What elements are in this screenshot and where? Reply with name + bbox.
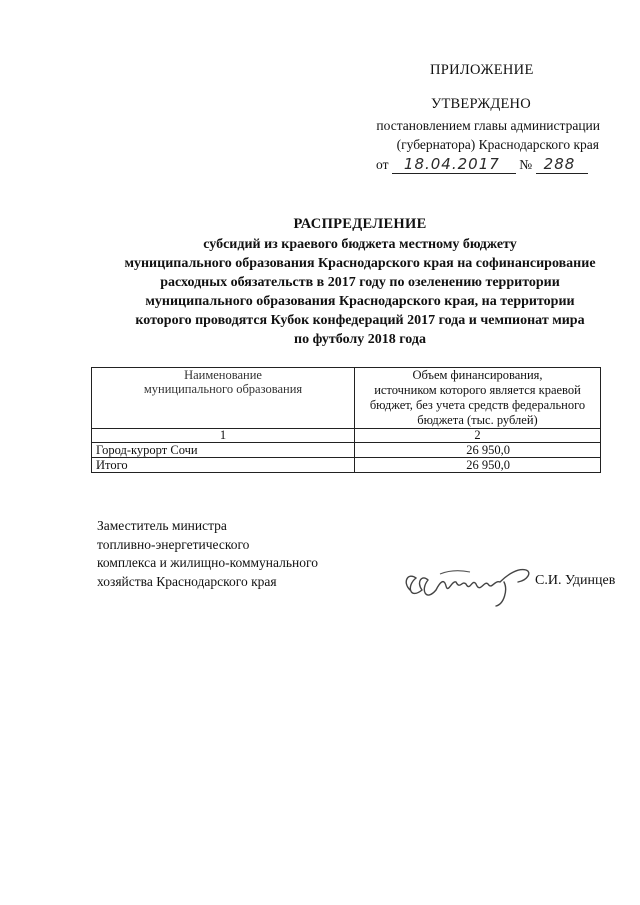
col2-header-line: бюджет, без учета средств федерального bbox=[369, 398, 586, 412]
document-title bbox=[80, 215, 640, 349]
position-line: хозяйства Краснодарского края bbox=[97, 573, 277, 589]
position-line: Заместитель министра bbox=[97, 518, 227, 533]
title-line: по футболу 2018 года bbox=[294, 332, 426, 347]
number-label: № bbox=[519, 157, 533, 172]
total-label: Итого bbox=[92, 458, 355, 473]
col2-header-line: источником которого является краевой bbox=[374, 383, 581, 397]
position-line: комплекса и жилищно-коммунального bbox=[97, 555, 318, 570]
approved-label: УТВЕРЖДЕНО bbox=[431, 96, 531, 112]
signatory-position bbox=[97, 517, 318, 591]
table-row bbox=[92, 458, 601, 473]
from-label: от bbox=[376, 157, 389, 172]
col1-header-line: Наименование bbox=[184, 368, 262, 382]
col1-header-line: муниципального образования bbox=[143, 382, 303, 396]
col2-header-line: бюджета (тыс. рублей) bbox=[417, 413, 538, 427]
total-value: 26 950,0 bbox=[355, 458, 601, 473]
column-number: 2 bbox=[355, 429, 601, 443]
decree-date: 18.04.2017 bbox=[392, 155, 516, 174]
approval-line-1: постановлением главы администрации bbox=[376, 118, 600, 133]
decree-reference bbox=[376, 155, 588, 174]
title-line: субсидий из краевого бюджета местному бюджету bbox=[203, 237, 517, 252]
municipality-name: Город-курорт Сочи bbox=[92, 443, 355, 458]
title-main: РАСПРЕДЕЛЕНИЕ bbox=[293, 216, 427, 232]
signer-name: С.И. Удинцев bbox=[535, 573, 616, 588]
approval-line-2: (губернатора) Краснодарского края bbox=[396, 137, 599, 152]
title-line: муниципального образования Краснодарского края, на территории bbox=[145, 294, 575, 309]
col2-header-line: Объем финансирования, bbox=[412, 368, 543, 382]
col1-header bbox=[92, 368, 355, 429]
title-line: муниципального образования Краснодарского края на софинансирование bbox=[124, 256, 596, 271]
table-row bbox=[92, 443, 601, 458]
title-line: которого проводятся Кубок конфедераций 2017 года и чемпионат мира bbox=[135, 313, 585, 328]
col2-header bbox=[355, 368, 601, 429]
subsidy-table bbox=[91, 367, 601, 473]
table-header-row bbox=[92, 368, 601, 429]
title-line: расходных обязательств в 2017 году по озеленению территории bbox=[160, 275, 560, 290]
column-number-row bbox=[92, 429, 601, 443]
decree-number: 288 bbox=[536, 155, 588, 174]
handwritten-signature bbox=[400, 560, 540, 610]
funding-value: 26 950,0 bbox=[355, 443, 601, 458]
column-number: 1 bbox=[92, 429, 355, 443]
position-line: топливно-энергетического bbox=[97, 536, 250, 552]
appendix-label: ПРИЛОЖЕНИЕ bbox=[430, 62, 534, 78]
